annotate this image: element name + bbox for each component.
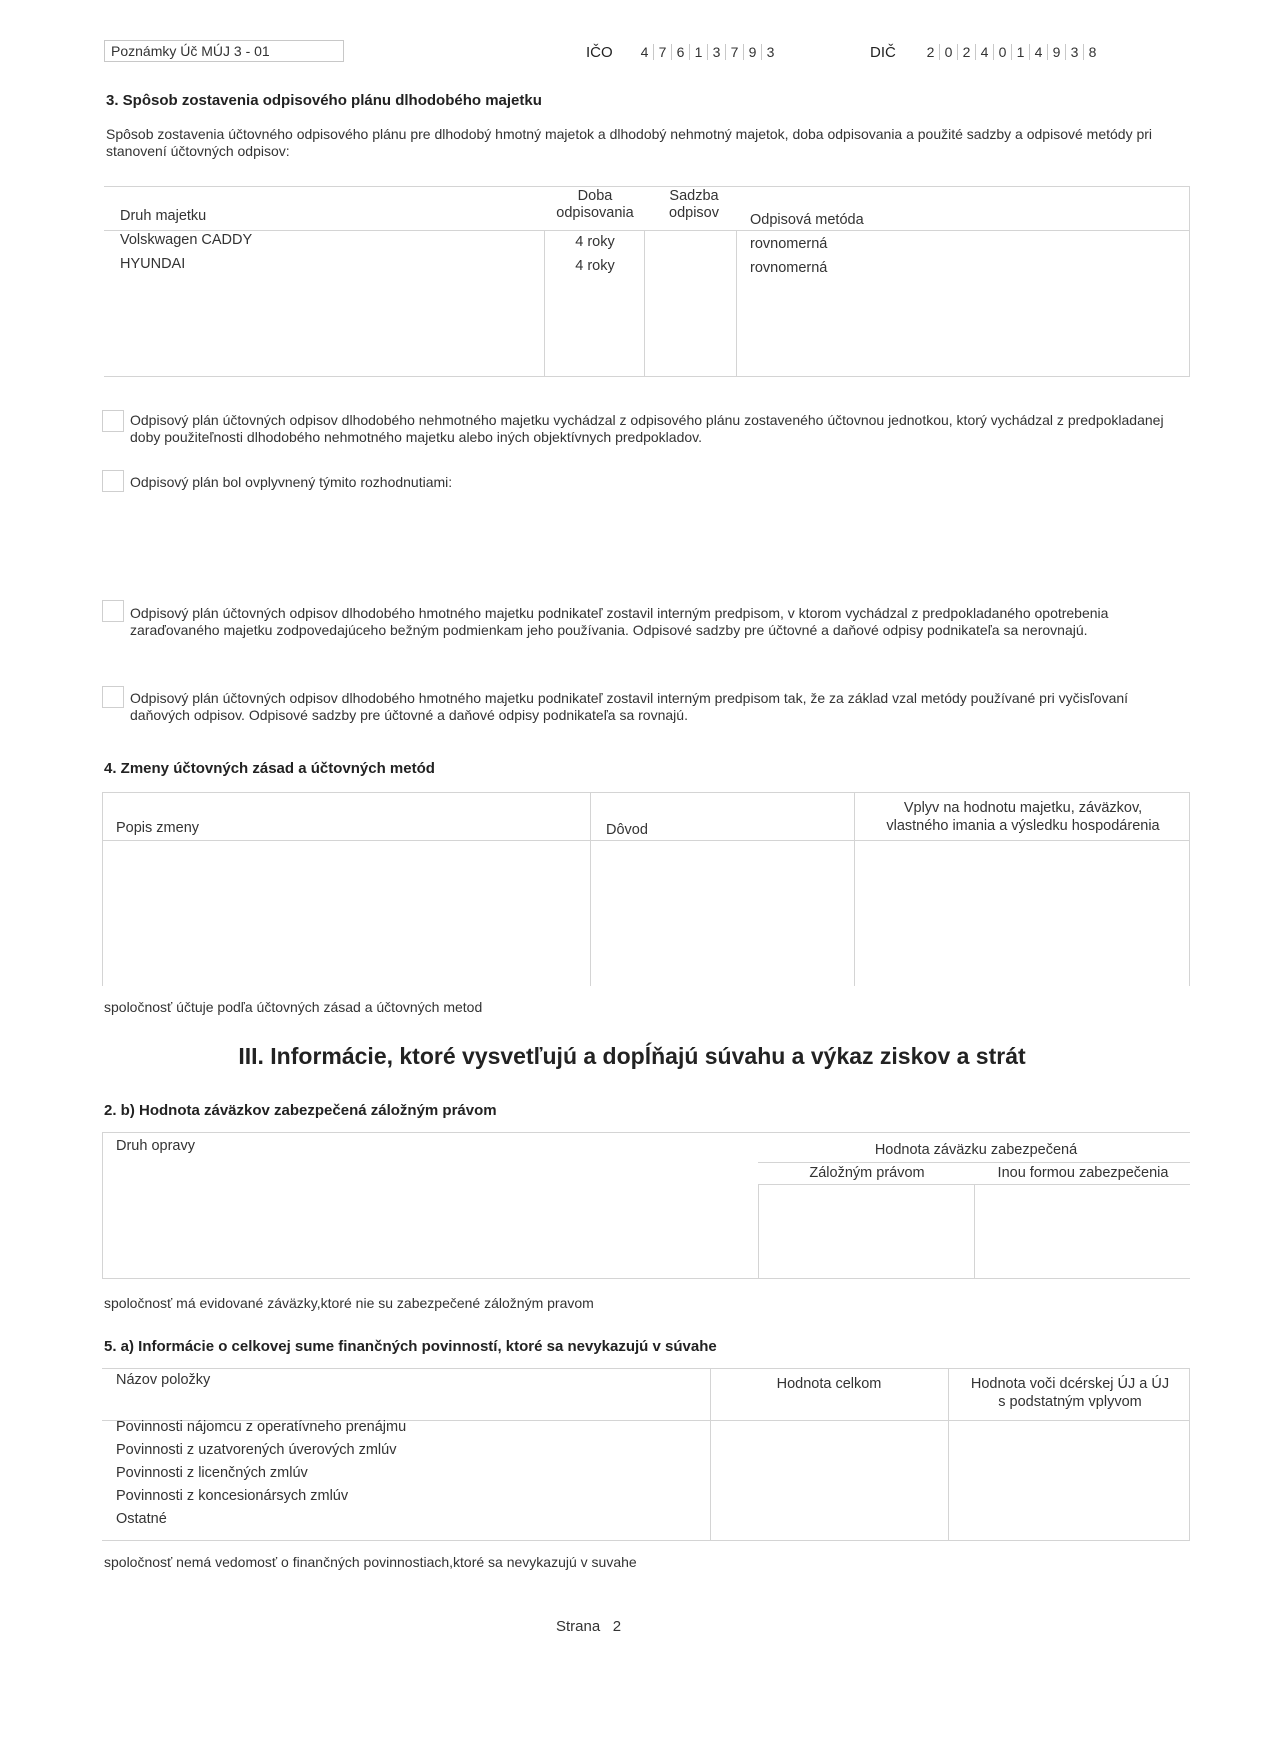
col-method-header: Odpisová metóda: [750, 212, 864, 228]
dic-digit: 9: [1047, 44, 1065, 60]
dic-digit: 1: [1011, 44, 1029, 60]
col-asset-header: Druh majetku: [120, 208, 207, 224]
col-type-header: Druh opravy: [116, 1138, 195, 1154]
dic-digit: 4: [975, 44, 993, 60]
col-period-header-2: odpisovania: [556, 205, 634, 221]
row-method: rovnomerná: [750, 236, 828, 252]
row-period: 4 roky: [575, 234, 615, 250]
row-asset: HYUNDAI: [120, 256, 186, 272]
col-reason-header: Dôvod: [606, 822, 648, 838]
col-sub-header-2: s podstatným vplyvom: [998, 1394, 1142, 1410]
col-impact-header: Vplyv na hodnotu majetku, záväzkov,: [903, 800, 1143, 816]
check-statement: Odpisový plán účtovných odpisov dlhodobého hmotného majetku podnikateľ zostavil interným predpisom, v ktorom vychádzal z predpokladaného opotrebenia zaraďovaného majetku zodpovedajúceho bežným podmienkam jeho používania. Odpisové sadzby pre účtovné a daňové odpisy podnikateľa sa nerovnajú.: [130, 605, 1109, 638]
col-period-header: Doba: [577, 188, 613, 204]
ico-digit: 7: [725, 44, 743, 60]
checkbox[interactable]: [102, 600, 124, 622]
lien-table: [102, 1132, 1190, 1278]
ico-digit: 7: [653, 44, 671, 60]
col-impact-header-2: vlastného imania a výsledku hospodárenia: [886, 818, 1160, 834]
section4-title: 4. Zmeny účtovných zásad a účtovných metód: [104, 760, 435, 777]
page-label: Strana: [556, 1618, 601, 1635]
check-statement: Odpisový plán účtovných odpisov dlhodobého hmotného majetku podnikateľ zostavil interným predpisom tak, že za základ vzal metódy používané pri vyčisľovaní daňových odpisov. Odpisové sadzby pre účtovné a daňové odpisy podnikateľa sa rovnajú.: [130, 690, 1129, 723]
ico-digit: 4: [640, 44, 649, 60]
dic-digits: [922, 44, 1101, 60]
ico-digit: 9: [743, 44, 761, 60]
ico-digits: [636, 44, 779, 60]
col-other-header: Inou formou zabezpečenia: [997, 1165, 1169, 1181]
section3-title: 3. Spôsob zostavenia odpisového plánu dlhodobého majetku: [106, 92, 542, 109]
item-label: Ostatné: [116, 1511, 167, 1527]
obligations-table: [102, 1368, 1190, 1540]
col-lien-header: Záložným právom: [809, 1165, 925, 1181]
dic-digit: 0: [939, 44, 957, 60]
ico-digit: 3: [761, 44, 779, 60]
col-total-header: Hodnota celkom: [776, 1376, 882, 1392]
item-label: Povinnosti z uzatvorených úverových zmlúv: [116, 1442, 397, 1458]
dic-digit: 0: [993, 44, 1011, 60]
ico-digit: 6: [671, 44, 689, 60]
dic-digit: 2: [957, 44, 975, 60]
col-rate-header-2: odpisov: [669, 205, 719, 221]
item-label: Povinnosti z licenčných zmlúv: [116, 1465, 308, 1481]
row-method: rovnomerná: [750, 260, 828, 276]
section3-description: Spôsob zostavenia účtovného odpisového plánu pre dlhodobý hmotný majetok a dlhodobý nehmotný majetok, doba odpisovania a použité sadzby a odpisové metódy pri stanovení účtovných odpisov:: [106, 126, 1153, 159]
col-rate-header: Sadzba: [669, 188, 719, 204]
dic-digit: 8: [1083, 44, 1101, 60]
section5a-title: 5. a) Informácie o celkovej sume finančných povinností, ktoré sa nevykazujú v súvahe: [104, 1338, 717, 1355]
checkbox[interactable]: [102, 470, 124, 492]
section2b-title: 2. b) Hodnota záväzkov zabezpečená záložným právom: [104, 1102, 497, 1119]
row-asset: Volskwagen CADDY: [120, 232, 253, 248]
dic-label: DIČ: [870, 44, 896, 61]
page-number: 2: [612, 1618, 622, 1635]
section4-note: spoločnosť účtuje podľa účtovných zásad a účtovných metod: [104, 999, 483, 1015]
checkbox[interactable]: [102, 410, 124, 432]
section2b-note: spoločnosť má evidované záväzky,ktoré nie su zabezpečené záložným pravom: [104, 1295, 594, 1311]
dic-digit: 3: [1065, 44, 1083, 60]
row-period: 4 roky: [575, 258, 615, 274]
item-label: Povinnosti nájomcu z operatívneho prenájmu: [116, 1419, 407, 1435]
col-desc-header: Popis zmeny: [116, 820, 200, 836]
page-footer: [556, 1618, 621, 1635]
section-iii-title: III. Informácie, ktoré vysvetľujú a dopĺňajú súvahu a výkaz ziskov a strát: [238, 1043, 1026, 1069]
col-sub-header: Hodnota voči dcérskej ÚJ a ÚJ: [970, 1376, 1170, 1392]
ico-label: IČO: [586, 44, 613, 61]
form-label: Poznámky Úč MÚJ 3 - 01: [104, 40, 344, 62]
col-value-header: Hodnota záväzku zabezpečená: [874, 1142, 1078, 1158]
depreciation-table: [104, 186, 1190, 376]
checkbox[interactable]: [102, 686, 124, 708]
section5a-note: spoločnosť nemá vedomosť o finančných povinnostiach,ktoré sa nevykazujú v suvahe: [104, 1554, 637, 1570]
changes-table: [102, 792, 1190, 986]
check-statement: Odpisový plán účtovných odpisov dlhodobého nehmotného majetku vychádzal z odpisového plánu zostaveného účtovnou jednotkou, ktorý vychádzal z predpokladanej doby použiteľnosti dlhodobého nehmotného majetku alebo iných objektívnych predpokladov.: [130, 412, 1164, 445]
item-label: Povinnosti z koncesionársych zmlúv: [116, 1488, 349, 1504]
check-statement: Odpisový plán bol ovplyvnený týmito rozhodnutiami:: [130, 474, 453, 490]
ico-digit: 1: [689, 44, 707, 60]
ico-digit: 3: [707, 44, 725, 60]
col-item-header: Názov položky: [116, 1372, 211, 1388]
dic-digit: 2: [926, 44, 935, 60]
dic-digit: 4: [1029, 44, 1047, 60]
